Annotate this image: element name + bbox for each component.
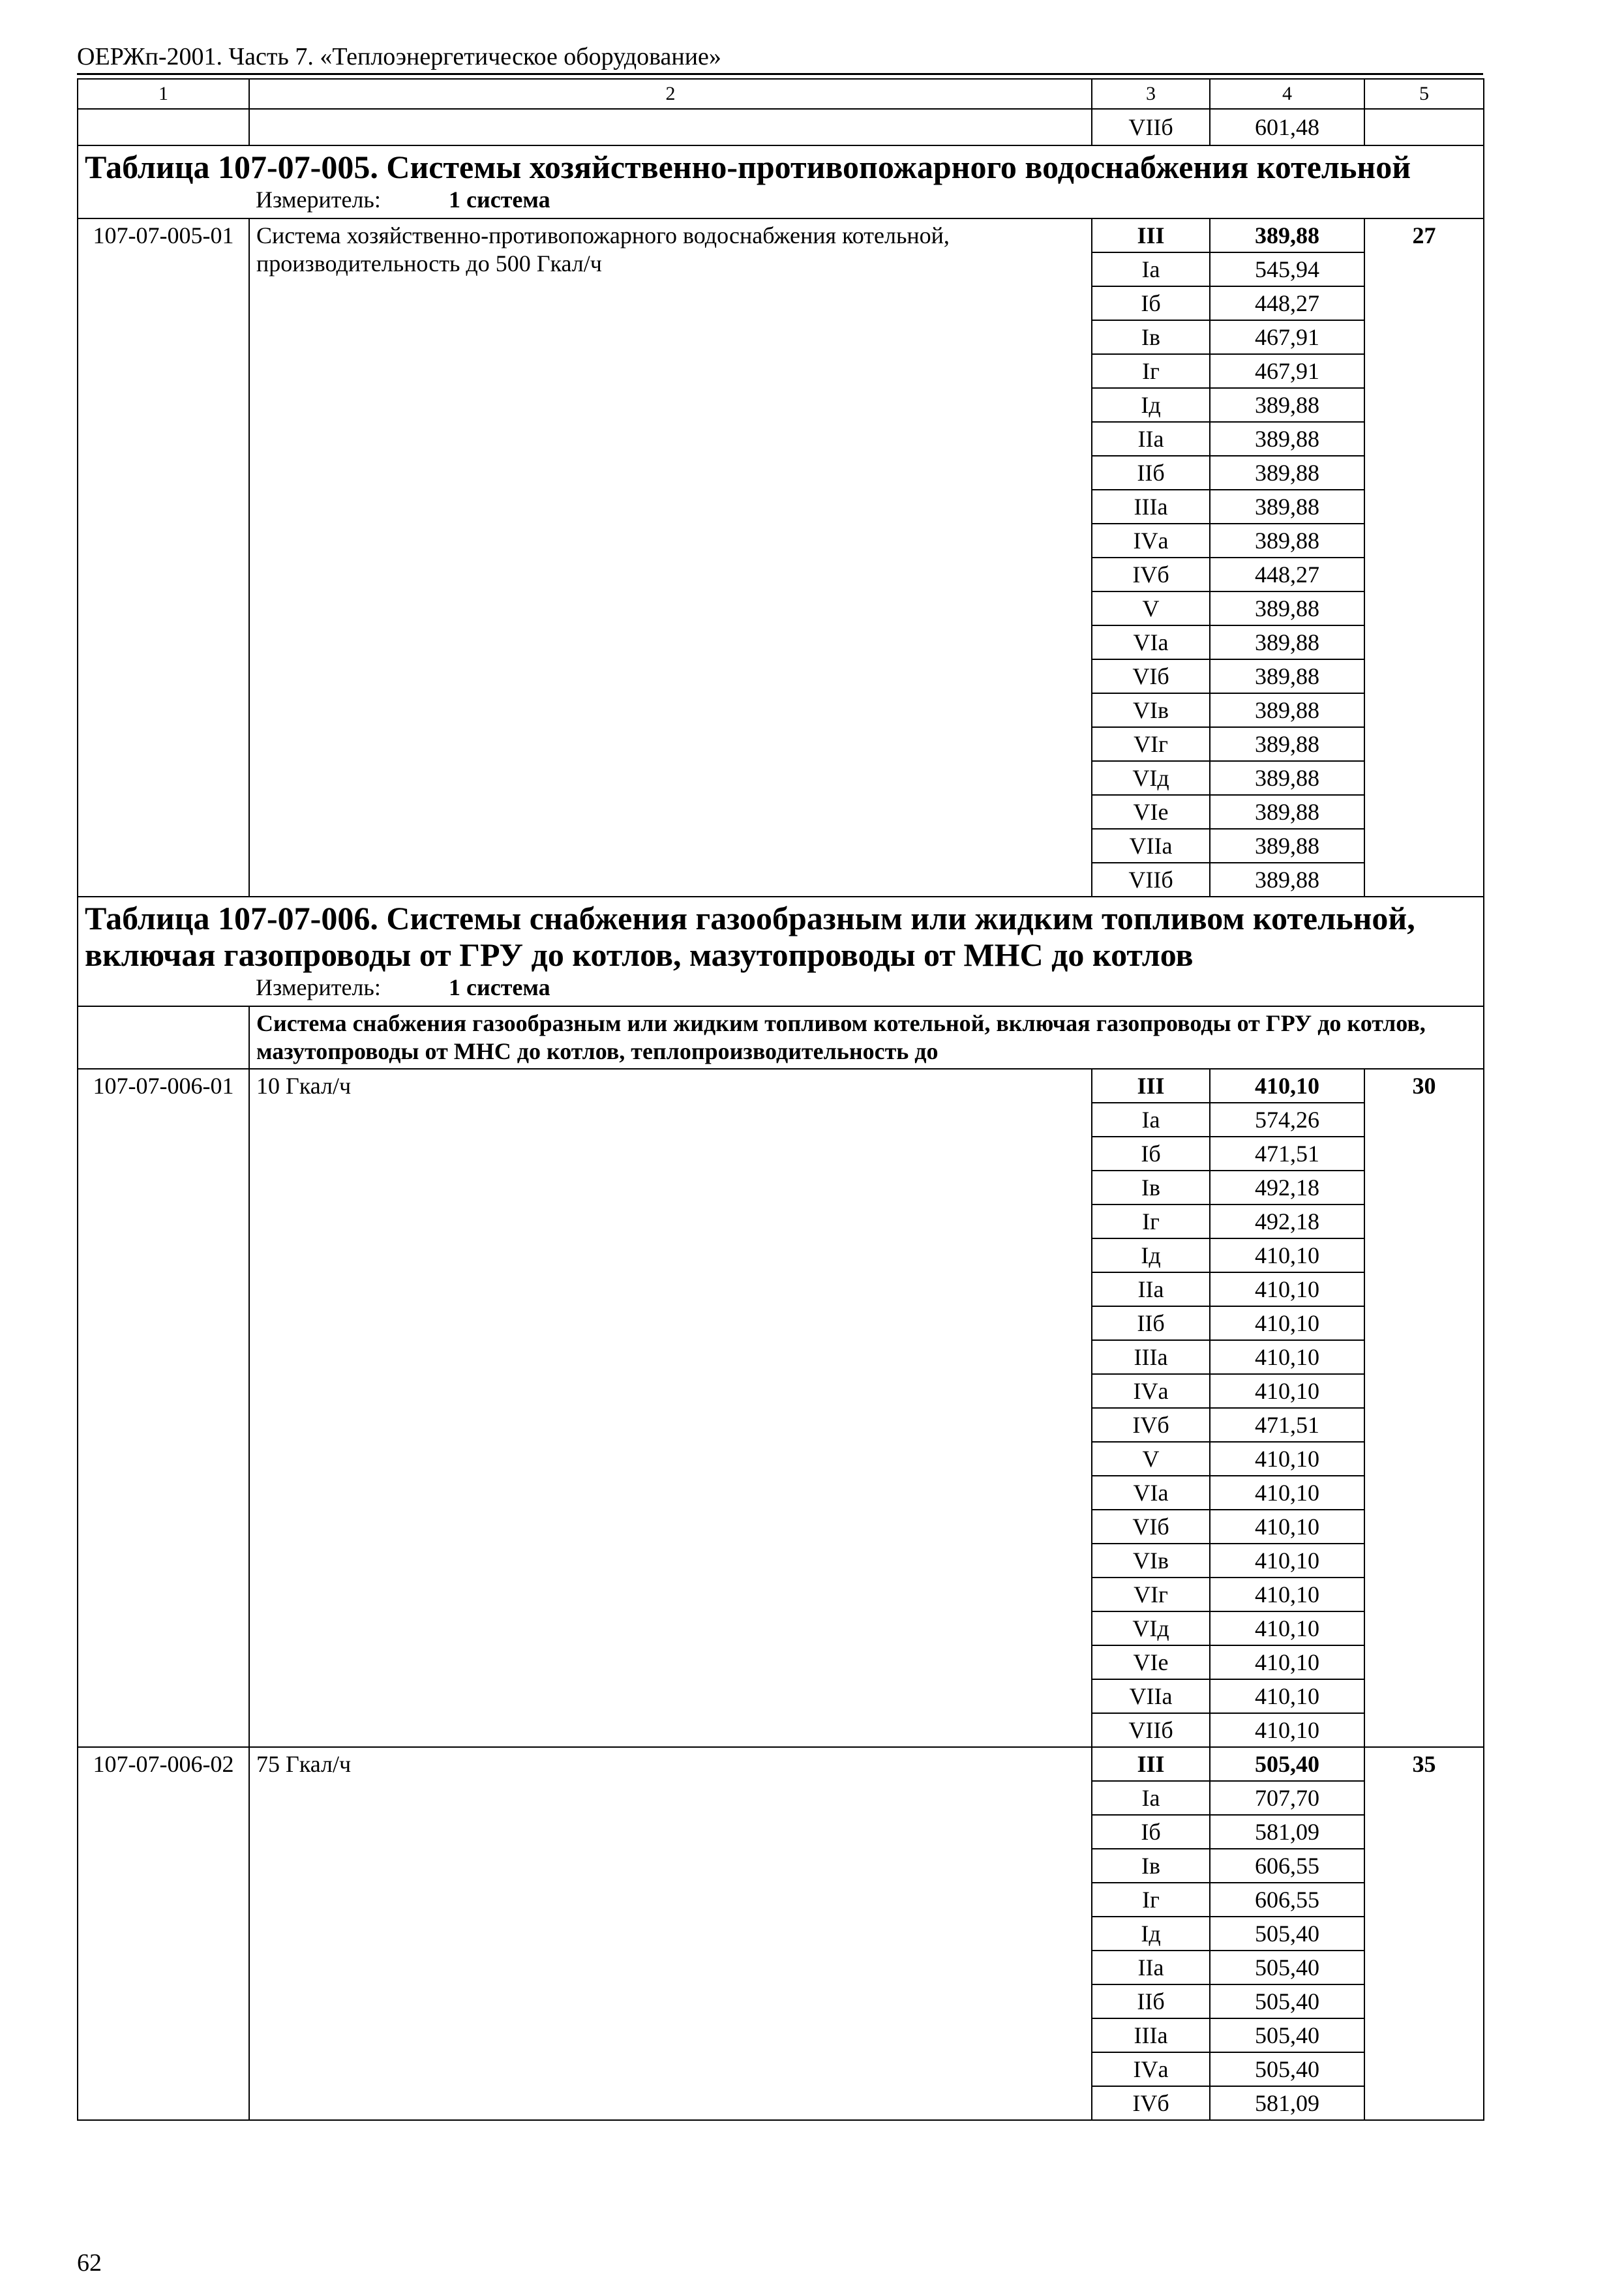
item-note: 30 [1364, 1069, 1484, 1747]
item-code: 107-07-006-02 [78, 1747, 249, 2120]
item-note: 27 [1364, 218, 1484, 897]
zone-cell: VIа [1092, 625, 1210, 659]
zone-cell: VIIб [1092, 109, 1210, 145]
rates-table [77, 78, 1484, 2121]
empty-cell [78, 109, 249, 145]
value-cell: 410,10 [1210, 1510, 1364, 1544]
zone-cell: VIв [1092, 1544, 1210, 1578]
zone-cell: VIIб [1092, 863, 1210, 897]
value-cell: 574,26 [1210, 1103, 1364, 1137]
measure-unit: 1 система [449, 187, 550, 213]
value-cell: 389,88 [1210, 693, 1364, 727]
header-divider [77, 73, 1483, 75]
measure-label: Измеритель: [256, 187, 381, 213]
item-code: 107-07-006-01 [78, 1069, 249, 1747]
zone-cell: III [1092, 1069, 1210, 1103]
rates-table-body [78, 79, 1484, 2120]
value-cell: 505,40 [1210, 1951, 1364, 1984]
item-description: 75 Гкал/ч [249, 1747, 1092, 2120]
table-title-cell [78, 897, 1484, 1006]
value-cell: 505,40 [1210, 2052, 1364, 2086]
zone-cell: VIIб [1092, 1713, 1210, 1747]
table-row [78, 1069, 1484, 1103]
zone-cell: Iд [1092, 1238, 1210, 1272]
value-cell: 545,94 [1210, 252, 1364, 286]
zone-cell: IVа [1092, 1374, 1210, 1408]
value-cell: 389,88 [1210, 524, 1364, 558]
column-number: 2 [249, 79, 1092, 109]
zone-cell: VIв [1092, 693, 1210, 727]
value-cell: 505,40 [1210, 2018, 1364, 2052]
value-cell: 389,88 [1210, 218, 1364, 252]
zone-cell: VIд [1092, 761, 1210, 795]
item-note: 35 [1364, 1747, 1484, 2120]
measure-line [85, 973, 1477, 1002]
zone-cell: Iа [1092, 1781, 1210, 1815]
zone-cell: IVб [1092, 1408, 1210, 1442]
measure-unit: 1 система [449, 974, 550, 1000]
value-cell: 389,88 [1210, 490, 1364, 524]
zone-cell: Iа [1092, 252, 1210, 286]
zone-cell: IIб [1092, 1306, 1210, 1340]
table-row [78, 1747, 1484, 1781]
zone-cell: VIа [1092, 1476, 1210, 1510]
page-number: 62 [77, 2249, 102, 2277]
value-cell: 389,88 [1210, 591, 1364, 625]
value-cell: 581,09 [1210, 1815, 1364, 1849]
page-header: ОЕРЖп-2001. Часть 7. «Теплоэнергетическое оборудование» [77, 43, 721, 70]
zone-cell: Iг [1092, 1883, 1210, 1917]
zone-cell: Iа [1092, 1103, 1210, 1137]
table-title-row [78, 897, 1484, 1006]
zone-cell: IIIа [1092, 2018, 1210, 2052]
carry-over-row [78, 109, 1484, 145]
zone-cell: V [1092, 1442, 1210, 1476]
table-title-row [78, 145, 1484, 218]
value-cell: 410,10 [1210, 1645, 1364, 1679]
value-cell: 389,88 [1210, 829, 1364, 863]
column-number: 4 [1210, 79, 1364, 109]
value-cell: 410,10 [1210, 1069, 1364, 1103]
zone-cell: Iв [1092, 320, 1210, 354]
item-description: 10 Гкал/ч [249, 1069, 1092, 1747]
zone-cell: VIб [1092, 1510, 1210, 1544]
value-cell: 389,88 [1210, 795, 1364, 829]
value-cell: 448,27 [1210, 286, 1364, 320]
value-cell: 389,88 [1210, 388, 1364, 422]
zone-cell: VIд [1092, 1611, 1210, 1645]
value-cell: 410,10 [1210, 1544, 1364, 1578]
zone-cell: IIа [1092, 422, 1210, 456]
zone-cell: IIIа [1092, 1340, 1210, 1374]
zone-cell: IIб [1092, 456, 1210, 490]
zone-cell: Iг [1092, 354, 1210, 388]
value-cell: 389,88 [1210, 456, 1364, 490]
value-cell: 505,40 [1210, 1917, 1364, 1951]
zone-cell: VIIа [1092, 829, 1210, 863]
zone-cell: IVб [1092, 558, 1210, 591]
value-cell: 410,10 [1210, 1272, 1364, 1306]
value-cell: 606,55 [1210, 1849, 1364, 1883]
value-cell: 410,10 [1210, 1578, 1364, 1611]
empty-cell [78, 1006, 249, 1069]
value-cell: 389,88 [1210, 422, 1364, 456]
value-cell: 467,91 [1210, 354, 1364, 388]
zone-cell: IIIа [1092, 490, 1210, 524]
value-cell: 471,51 [1210, 1408, 1364, 1442]
measure-line [85, 185, 1477, 214]
measure-label: Измеритель: [256, 974, 381, 1000]
zone-cell: IVа [1092, 524, 1210, 558]
zone-cell: Iб [1092, 1815, 1210, 1849]
value-cell: 410,10 [1210, 1442, 1364, 1476]
value-cell: 389,88 [1210, 659, 1364, 693]
table-title: Таблица 107-07-005. Системы хозяйственно-противопожарного водоснабжения котельной [85, 149, 1411, 185]
zone-cell: Iд [1092, 1917, 1210, 1951]
value-cell: 467,91 [1210, 320, 1364, 354]
zone-cell: VIб [1092, 659, 1210, 693]
empty-cell [1364, 109, 1484, 145]
zone-cell: V [1092, 591, 1210, 625]
zone-cell: VIIа [1092, 1679, 1210, 1713]
zone-cell: Iб [1092, 1137, 1210, 1171]
value-cell: 410,10 [1210, 1374, 1364, 1408]
zone-cell: IIа [1092, 1951, 1210, 1984]
value-cell: 448,27 [1210, 558, 1364, 591]
value-cell: 410,10 [1210, 1306, 1364, 1340]
value-cell: 389,88 [1210, 727, 1364, 761]
subheading-row [78, 1006, 1484, 1069]
column-numbers-row [78, 79, 1484, 109]
value-cell: 601,48 [1210, 109, 1364, 145]
value-cell: 410,10 [1210, 1476, 1364, 1510]
value-cell: 389,88 [1210, 761, 1364, 795]
zone-cell: VIг [1092, 1578, 1210, 1611]
zone-cell: IVа [1092, 2052, 1210, 2086]
empty-cell [249, 109, 1092, 145]
table-title: Таблица 107-07-006. Системы снабжения газообразным или жидким топливом котельной, включая газопроводы от ГРУ до котлов, мазутопроводы от МНС до котлов [85, 900, 1415, 973]
column-number: 3 [1092, 79, 1210, 109]
zone-cell: Iв [1092, 1171, 1210, 1204]
zone-cell: III [1092, 218, 1210, 252]
table-title-cell [78, 145, 1484, 218]
value-cell: 707,70 [1210, 1781, 1364, 1815]
value-cell: 389,88 [1210, 863, 1364, 897]
zone-cell: VIе [1092, 795, 1210, 829]
column-number: 5 [1364, 79, 1484, 109]
zone-cell: Iв [1092, 1849, 1210, 1883]
item-code: 107-07-005-01 [78, 218, 249, 897]
table-row [78, 218, 1484, 252]
value-cell: 410,10 [1210, 1340, 1364, 1374]
value-cell: 492,18 [1210, 1204, 1364, 1238]
value-cell: 505,40 [1210, 1984, 1364, 2018]
value-cell: 606,55 [1210, 1883, 1364, 1917]
zone-cell: IVб [1092, 2086, 1210, 2120]
zone-cell: III [1092, 1747, 1210, 1781]
value-cell: 410,10 [1210, 1611, 1364, 1645]
column-number: 1 [78, 79, 249, 109]
zone-cell: VIг [1092, 727, 1210, 761]
value-cell: 410,10 [1210, 1713, 1364, 1747]
zone-cell: Iб [1092, 286, 1210, 320]
zone-cell: VIе [1092, 1645, 1210, 1679]
zone-cell: Iг [1092, 1204, 1210, 1238]
value-cell: 492,18 [1210, 1171, 1364, 1204]
value-cell: 410,10 [1210, 1238, 1364, 1272]
value-cell: 505,40 [1210, 1747, 1364, 1781]
value-cell: 581,09 [1210, 2086, 1364, 2120]
subheading: Система снабжения газообразным или жидким топливом котельной, включая газопроводы от ГРУ до котлов, мазутопроводы от МНС до котлов, теплопроизводительность до [249, 1006, 1484, 1069]
zone-cell: IIб [1092, 1984, 1210, 2018]
value-cell: 389,88 [1210, 625, 1364, 659]
item-description: Система хозяйственно-противопожарного водоснабжения котельной, производительность до 500 Гкал/ч [249, 218, 1092, 897]
value-cell: 410,10 [1210, 1679, 1364, 1713]
zone-cell: IIа [1092, 1272, 1210, 1306]
zone-cell: Iд [1092, 388, 1210, 422]
value-cell: 471,51 [1210, 1137, 1364, 1171]
